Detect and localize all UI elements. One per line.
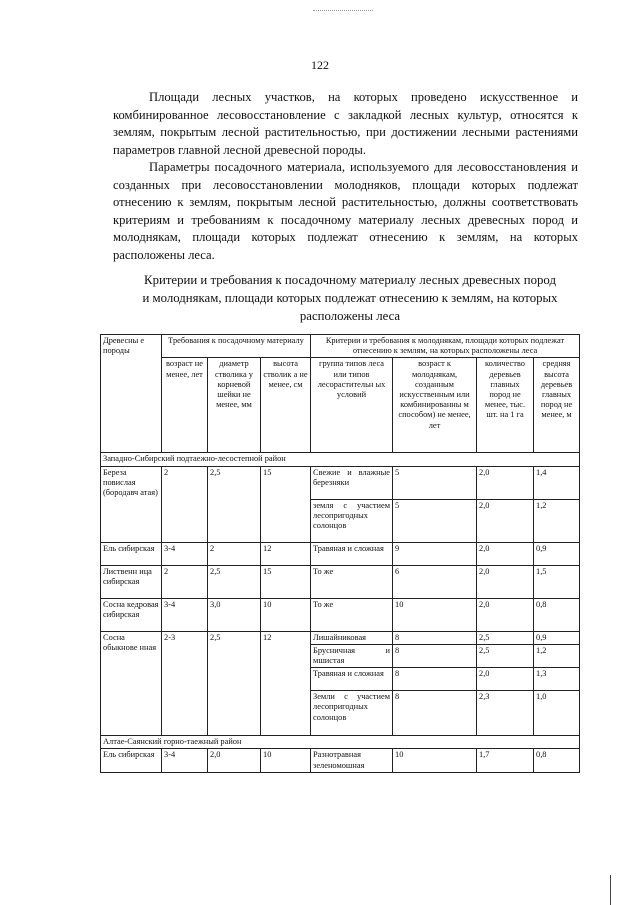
mean-height-cell: 1,4 [534,466,580,499]
young-age-cell: 8 [393,668,477,691]
table-row [101,631,580,644]
page-number: 122 [311,58,329,72]
header-young-stands: Критерии и требования к молоднякам, площади которых подлежат отнесению к землям, на которых расположены леса [311,335,580,358]
young-age-cell: 5 [393,466,477,499]
height-cell: 12 [261,542,311,565]
age-cell: 2 [162,565,208,598]
forest-type-cell: земля с участием лесопригодных солонцов [311,499,393,542]
count-cell: 2,0 [477,542,534,565]
forest-type-cell: Свежие и влажные березняки [311,466,393,499]
table-row [101,749,580,772]
young-age-cell: 8 [393,644,477,667]
count-cell: 2,0 [477,565,534,598]
paragraph-2: Параметры посадочного материала, используемого для лесовосстановления и созданных при лесовосстановлении молодняков, площади которых подлежат отнесению к землям, покрытым лесной растительностью, должны соответствовать критериям и требованиям к посадочному материалу лесных древесных пород и молоднякам, площади которых подлежат отнесению к землям, на которых расположены леса. [113,160,578,262]
diameter-cell: 2,5 [208,466,261,542]
section-west-siberian: Западно-Сибирский подтаежно-лесостепной район [101,453,580,466]
height-cell: 15 [261,565,311,598]
scan-edge-line [610,875,611,905]
header-species: Древесны е породы [101,335,162,453]
young-age-cell: 8 [393,631,477,644]
header-row-2 [101,358,580,453]
height-cell: 12 [261,631,311,736]
age-cell: 3-4 [162,598,208,631]
top-dots [313,10,373,13]
species-cell: Береза повислая (бородавч атая) [101,466,162,542]
forest-type-cell: Разнотравная зеленомошная [311,749,393,772]
age-cell: 2-3 [162,631,208,736]
forest-type-cell: Брусничная и мшистая [311,644,393,667]
count-cell: 2,5 [477,631,534,644]
young-age-cell: 10 [393,598,477,631]
diameter-cell: 2,0 [208,749,261,772]
forest-type-cell: Лишайниковая [311,631,393,644]
count-cell: 2,0 [477,499,534,542]
species-cell: Сосна кедровая сибирская [101,598,162,631]
forest-type-cell: То же [311,598,393,631]
mean-height-cell: 0,8 [534,749,580,772]
species-cell: Сосна обыкнове нная [101,631,162,736]
count-cell: 2,0 [477,598,534,631]
young-age-cell: 8 [393,691,477,736]
young-age-cell: 6 [393,565,477,598]
mean-height-cell: 0,8 [534,598,580,631]
count-cell: 1,7 [477,749,534,772]
header-height: высота стволик а не менее, см [261,358,311,453]
young-age-cell: 10 [393,749,477,772]
forest-type-cell: Травяная и сложная [311,542,393,565]
header-age: возраст не менее, лет [162,358,208,453]
header-diameter: диаметр стволика у корневой шейки не менее, мм [208,358,261,453]
section-row [101,736,580,749]
diameter-cell: 2,5 [208,631,261,736]
requirements-table [100,334,580,773]
table-title: Критерии и требования к посадочному материалу лесных древесных пород и молоднякам, площади которых подлежат отнесению к землям, на которых расположены леса [142,273,558,323]
table-row [101,466,580,499]
header-mean-height: средняя высота деревьев главных пород не менее, м [534,358,580,453]
mean-height-cell: 0,9 [534,542,580,565]
height-cell: 15 [261,466,311,542]
mean-height-cell: 1,0 [534,691,580,736]
count-cell: 2,0 [477,466,534,499]
species-cell: Лиственн ица сибирская [101,565,162,598]
diameter-cell: 3,0 [208,598,261,631]
species-cell: Ель сибирская [101,749,162,772]
young-age-cell: 5 [393,499,477,542]
diameter-cell: 2 [208,542,261,565]
age-cell: 3-4 [162,542,208,565]
mean-height-cell: 0,9 [534,631,580,644]
paragraph-1: Площади лесных участков, на которых проведено искусственное и комбинированное лесовосстановление с закладкой лесных культур, относятся к землям, покрытым лесной растительностью, при достижении лесными растениями параметров главной лесной древесной породы. [113,90,578,157]
height-cell: 10 [261,598,311,631]
forest-type-cell: Травяная и сложная [311,668,393,691]
mean-height-cell: 1,2 [534,499,580,542]
young-age-cell: 9 [393,542,477,565]
forest-type-cell: Земли с участием лесопригодных солонцов [311,691,393,736]
header-row-1 [101,335,580,358]
mean-height-cell: 1,3 [534,668,580,691]
count-cell: 2,5 [477,644,534,667]
age-cell: 3-4 [162,749,208,772]
header-count: количество деревьев главных пород не менее, тыс. шт. на 1 га [477,358,534,453]
header-young-age: возраст к молоднякам, созданным искусственным или комбинированны м способом) не менее, лет [393,358,477,453]
diameter-cell: 2,5 [208,565,261,598]
height-cell: 10 [261,749,311,772]
header-planting-material: Требования к посадочному материалу [162,335,311,358]
species-cell: Ель сибирская [101,542,162,565]
section-row [101,453,580,466]
section-altai-sayan: Алтае-Саянский горно-таежный район [101,736,580,749]
mean-height-cell: 1,2 [534,644,580,667]
forest-type-cell: То же [311,565,393,598]
count-cell: 2,3 [477,691,534,736]
table-row [101,565,580,598]
table-row [101,542,580,565]
age-cell: 2 [162,466,208,542]
mean-height-cell: 1,5 [534,565,580,598]
count-cell: 2,0 [477,668,534,691]
header-forest-type: группа типов леса или типов лесорастительн ых условий [311,358,393,453]
table-row [101,598,580,631]
